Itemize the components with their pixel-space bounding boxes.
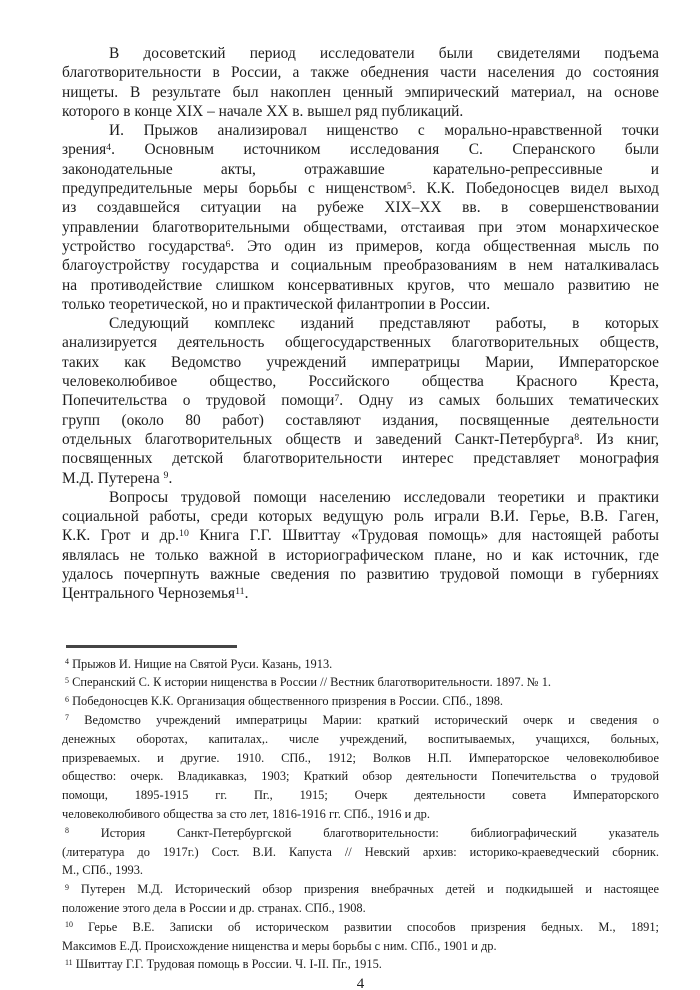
text-line: И. Прыжов анализировал нищенство с морально-нравственной точки [109,122,659,140]
text-line: благоустройству государства и социальным преобразованиям в нем наталкивалась [62,257,659,275]
paragraph [62,121,659,314]
text-line: которого в конце XIX – начале XX в. вышел ряд публикаций. [62,102,464,120]
footnote-line: призреваемых. и другие. 1910. СПб., 1912; Волков Н.П. Императорское человеколюбивое [62,750,659,765]
footnotes [62,655,659,975]
page-number: 4 [356,976,365,990]
footnote-line: М., СПб., 1993. [62,863,143,878]
page-content [62,44,659,990]
text-line: на противодействие слишком консервативных кругов, что мешало развитию не [62,276,659,294]
text-line: являлась не только важной в историографическом плане, но и как источник, где [62,546,659,564]
footnote [62,880,659,918]
footnote-line: $^{10}$ Герье В.Е. Записки об историческом развитии способов призрения бедных. М., 1891; [65,919,659,934]
footnote-line: $^6$ Победоносцев К.К. Организация общественного призрения в России. СПб., 1898. [65,694,504,709]
text-line: Вопросы трудовой помощи населению исследовали теоретики и практики [109,488,659,506]
footnote-line: денежных оборотах, капиталах,. числе учреждений, воспитываемых, учащихся, больных, [62,731,659,746]
footnote-line: $^8$ История Санкт-Петербургской благотворительности: библиографический указатель [65,825,659,840]
footnote-line: (литература до 1917г.) Сост. В.И. Капуста // Невский архив: историко-краеведческий сборник. [62,844,659,859]
text-line: социальной работы, среди которых ведущую роль играли В.И. Герье, В.В. Гаген, [62,508,659,526]
text-line: Следующий комплекс изданий представляют работы, в которых [109,315,659,333]
text-line: групп (около 80 работ) составляют издания, посвященные деятельности [62,411,659,429]
paragraph [62,44,659,121]
text-line: предупредительные меры борьбы с нищенством$^5$. К.К. Победоносцев видел выход [62,180,659,198]
text-line: удалось почерпнуть важные сведения по развитию трудовой помощи в губерниях [62,566,659,584]
footnote [62,711,659,824]
footnote [62,955,659,974]
footnote-line: $^7$ Ведомство учреждений императрицы Марии: краткий исторический очерк и сведения о [65,713,659,727]
text-line: посвященных детской благотворительности интерес представляет монография [62,450,659,468]
text-line: устройство государства$^6$. Это один из примеров, когда общественная мысль по [62,237,659,255]
footnote [62,824,659,880]
paragraph [62,488,659,604]
text-line: В досоветский период исследователи были свидетелями подъема [109,45,659,62]
footnote-line: Максимов Е.Д. Происхождение нищенства и меры борьбы с ним. СПб., 1901 и др. [62,938,497,953]
footnote [62,673,659,692]
text-line: таких как Ведомство учреждений императрицы Марии, Императорское [62,353,659,371]
footnote-separator [66,645,237,648]
footnote [62,655,659,674]
text-line: из создавшейся ситуации на рубеже XIX–XX вв. в совершенствовании [62,199,659,217]
text-line: человеколюбивое общество, Российского общества Красного Креста, [62,373,659,391]
text-line: К.К. Грот и др.$^{10}$ Книга Г.Г. Швиттау «Трудовая помощь» для настоящей работы [62,527,659,545]
text-line: законодательные акты, отражавшие карательно-репрессивные и [62,160,659,178]
footnote-line: общество: очерк. Владикавказ, 1903; Краткий обзор деятельности Попечительства о трудовой [62,769,659,784]
text-line: нищеты. В результате был накоплен ценный эмпирический материал, на основе [62,83,659,101]
text-line: благотворительности в России, а также обеднения части населения до состояния [62,64,659,82]
footnote-line: человеколюбивого общества за сто лет, 1816-1916 гг. СПб., 1916 и др. [62,806,430,821]
footnote-line: $^4$ Прыжов И. Нищие на Святой Руси. Казань, 1913. [65,656,333,671]
text-line: управлении благотворительными обществами, отстаивая при этом монархическое [62,218,659,236]
text-line: отдельных благотворительных обществ и заведений Санкт-Петербурга$^8$. Из книг, [62,430,659,448]
body-text [62,44,659,604]
text-line: только теоретической, но и практической филантропии в России. [62,295,491,313]
footnote-line: помощи, 1895-1915 гг. Пг., 1915; Очерк деятельности совета Императорского [62,788,659,803]
footnote [62,692,659,711]
text-line: Попечительства о трудовой помощи$^7$. Одну из самых больших тематических [62,392,659,410]
text-line: Центрального Черноземья$^{11}$. [62,585,249,603]
paragraph [62,314,659,488]
text-line: М.Д. Путерена $^9$. [62,469,173,487]
footnote-line: $^9$ Путерен М.Д. Исторический обзор призрения внебрачных детей и подкидышей и настоящее [65,882,659,897]
footnote-line: положение этого дела в России и др. странах. СПб., 1908. [62,900,366,915]
footnote [62,918,659,956]
footnote-line: $^{11}$ Швиттау Г.Г. Трудовая помощь в России. Ч. I-II. Пг., 1915. [65,957,382,972]
text-line: анализируется деятельность общегосударственных благотворительных обществ, [62,334,659,352]
text-line: зрения$^4$. Основным источником исследования С. Сперанского были [62,141,659,159]
footnote-line: $^5$ Сперанский С. К истории нищенства в России // Вестник благотворительности. 1897. № 1. [65,675,551,690]
